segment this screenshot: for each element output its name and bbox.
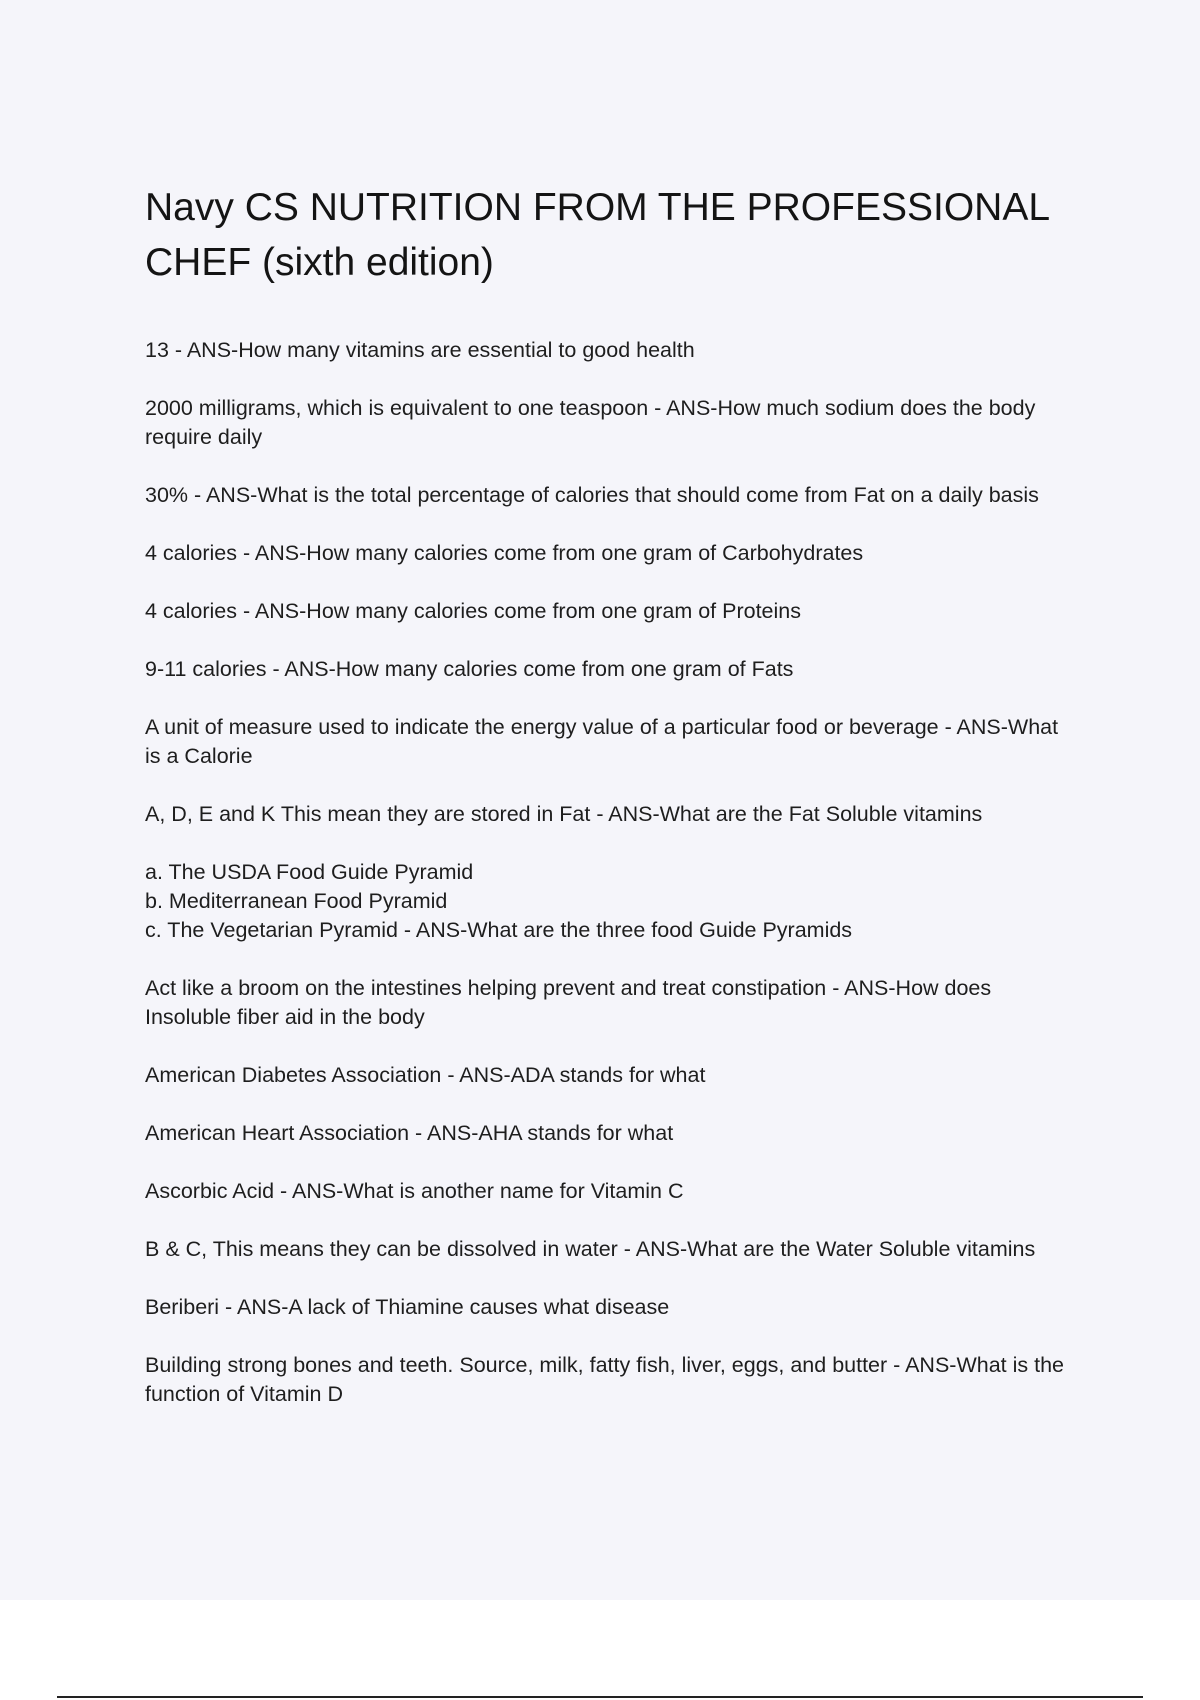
qa-item: Building strong bones and teeth. Source, milk, fatty fish, liver, eggs, and butter - ANS-What is the function of Vitamin D [145,1353,1064,1406]
qa-item: American Diabetes Association - ANS-ADA stands for what [145,1063,706,1087]
qa-item: A, D, E and K This mean they are stored in Fat - ANS-What are the Fat Soluble vitamins [145,802,983,826]
qa-item: A unit of measure used to indicate the energy value of a particular food or beverage - ANS-What is a Calorie [145,715,1059,768]
qa-item: a. The USDA Food Guide Pyramid b. Mediterranean Food Pyramid c. The Vegetarian Pyramid - ANS-What are the three food Guide Pyramids [145,860,853,942]
footer-divider [57,1696,1143,1698]
qa-item: Ascorbic Acid - ANS-What is another name for Vitamin C [145,1179,684,1203]
qa-item: B & C, This means they can be dissolved in water - ANS-What are the Water Soluble vitamins [145,1237,1036,1261]
qa-item: American Heart Association - ANS-AHA stands for what [145,1121,674,1145]
qa-item: 9-11 calories - ANS-How many calories come from one gram of Fats [145,657,794,681]
qa-item: 13 - ANS-How many vitamins are essential to good health [145,338,695,362]
qa-item: 4 calories - ANS-How many calories come from one gram of Proteins [145,599,801,623]
document-content [145,180,1075,1438]
qa-item: 2000 milligrams, which is equivalent to one teaspoon - ANS-How much sodium does the body require daily [145,396,1036,449]
document-title: Navy CS NUTRITION FROM THE PROFESSIONAL CHEF (sixth edition) [145,186,1049,284]
qa-item: 4 calories - ANS-How many calories come from one gram of Carbohydrates [145,541,864,565]
qa-item: Act like a broom on the intestines helping prevent and treat constipation - ANS-How does Insoluble fiber aid in the body [145,976,992,1029]
qa-list [145,336,1075,1409]
qa-item: 30% - ANS-What is the total percentage of calories that should come from Fat on a daily basis [145,483,1039,507]
qa-item: Beriberi - ANS-A lack of Thiamine causes what disease [145,1295,670,1319]
